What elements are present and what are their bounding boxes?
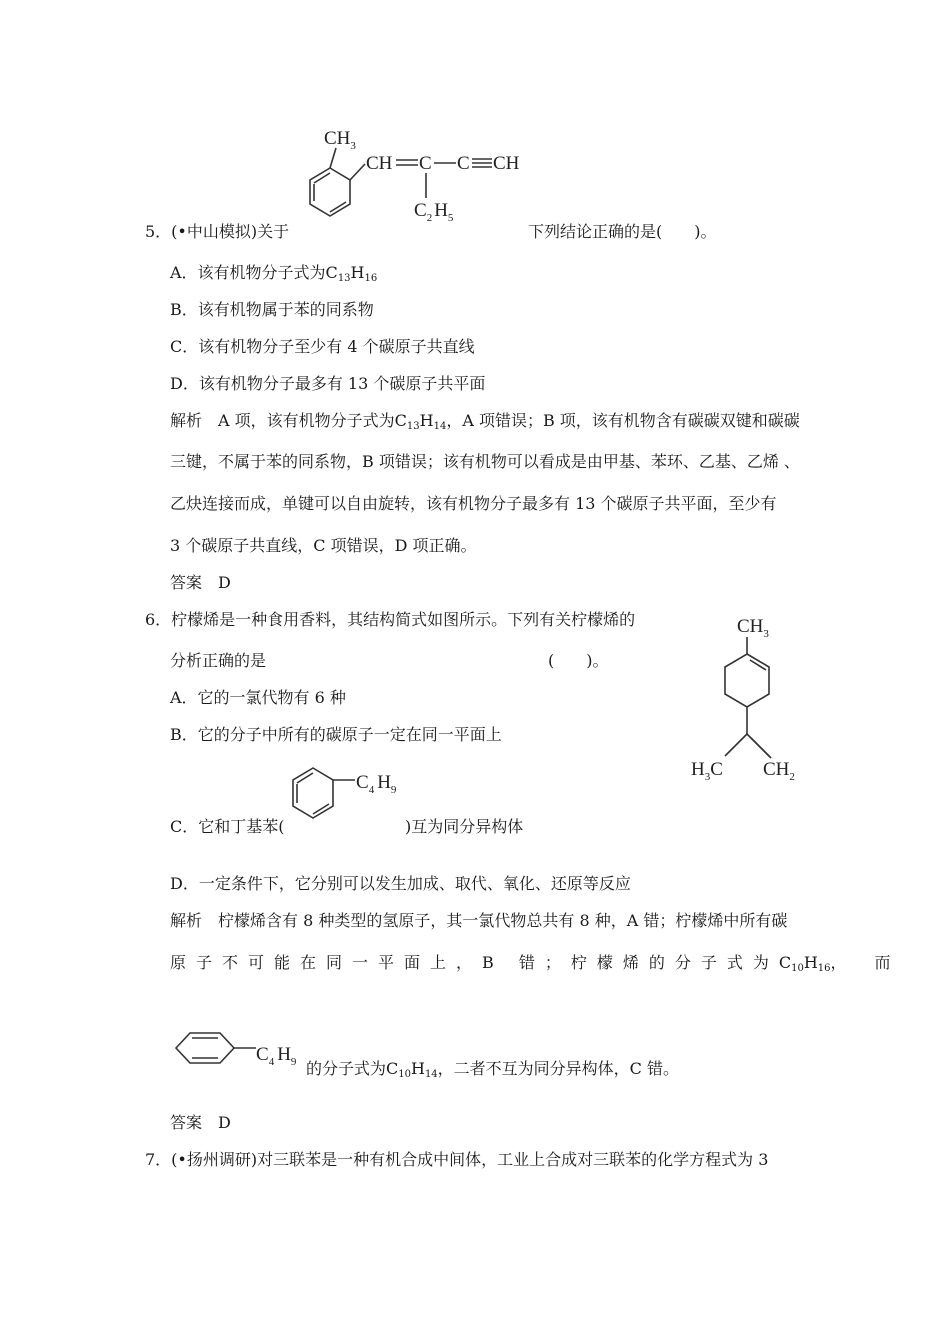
chain-ch: CH: [366, 153, 393, 174]
butylbenzene-structure-c: [285, 760, 415, 835]
q6-analysis-line1: 解析 柠檬烯含有 8 种类型的氢原子，其一氯代物总共有 8 种，A 错；柠檬烯中所有碳: [170, 911, 788, 930]
q5-analysis-line2: 三键，不属于苯的同系物，B 项错误；该有机物可以看成是由甲基、苯环、乙基、乙烯 、: [170, 452, 800, 471]
q5-stem-suffix: 下列结论正确的是( )。: [528, 222, 717, 241]
ethyl-label: $C_2$ $H_5$: [414, 200, 454, 224]
butyl-label: $C_4$ $H_9$: [256, 1044, 297, 1068]
q5-option-b: B．该有机物属于苯的同系物: [170, 300, 374, 319]
q6-stem-line1: 6．柠檬烯是一种食用香料，其结构简式如图所示。下列有关柠檬烯的: [145, 610, 636, 629]
q6-analysis-line2: 原子不可能在同一平面上，B 错；柠檬烯的分子式为$C_{10}H_{16}$， 而: [170, 953, 901, 974]
benzene-ring: [293, 768, 333, 818]
q5-answer: 答案 D: [170, 573, 231, 592]
benzene-ring: [310, 168, 350, 216]
q5-structure-diagram: [300, 118, 540, 230]
q7-stem: 7．(•扬州调研)对三联苯是一种有机合成中间体，工业上合成对三联苯的化学方程式为 3: [145, 1150, 769, 1169]
q6-option-c-post: )互为同分异构体: [405, 817, 524, 836]
limonene-ch3: $CH_3$: [737, 616, 769, 640]
limonene-ch2: $CH_2$: [763, 759, 795, 783]
butyl-label: $C_4$ $H_9$: [356, 772, 397, 796]
q6-option-b: B．它的分子中所有的碳原子一定在同一平面上: [170, 725, 502, 744]
chain-ch-end: CH: [493, 153, 520, 174]
q6-answer: 答案 D: [170, 1113, 231, 1132]
limonene-h3c: $H_3C$: [691, 759, 723, 783]
q6-stem-line2: 分析正确的是: [170, 651, 267, 670]
q5-option-a: A．该有机物分子式为$C_{13}H_{16}$: [170, 263, 378, 284]
q6-analysis-line3: 的分子式为$C_{10}H_{14}$，二者不互为同分异构体，C 错。: [306, 1059, 680, 1080]
chain-c: C: [419, 153, 432, 174]
q5-stem-prefix: 5．(•中山模拟)关于: [145, 222, 290, 241]
q5-analysis-line1: 解析 A 项，该有机物分子式为$C_{13}H_{14}$，A 项错误；B 项，该有机物含有碳碳双键和碳碳: [170, 411, 800, 432]
limonene-structure-diagram: [685, 610, 815, 785]
q6-option-c-pre: C．它和丁基苯(: [170, 817, 285, 836]
cyclohexene-ring: [725, 654, 769, 707]
methyl-label: $CH_3$: [324, 128, 356, 152]
q6-option-d: D．一定条件下，它分别可以发生加成、取代、氧化、还原等反应: [170, 874, 631, 893]
q6-option-a: A．它的一氯代物有 6 种: [170, 688, 346, 707]
q6-answer-paren: ( )。: [548, 651, 609, 670]
q5-analysis-line3: 乙炔连接而成，单键可以自由旋转，该有机物分子最多有 13 个碳原子共平面，至少有: [170, 494, 777, 513]
q5-analysis-line4: 3 个碳原子共直线，C 项错误，D 项正确。: [170, 536, 477, 555]
chain-c2: C: [457, 153, 470, 174]
butylbenzene-structure-analysis: [168, 1025, 308, 1085]
q5-option-c: C．该有机物分子至少有 4 个碳原子共直线: [170, 337, 475, 356]
q5-option-d: D．该有机物分子最多有 13 个碳原子共平面: [170, 374, 486, 393]
